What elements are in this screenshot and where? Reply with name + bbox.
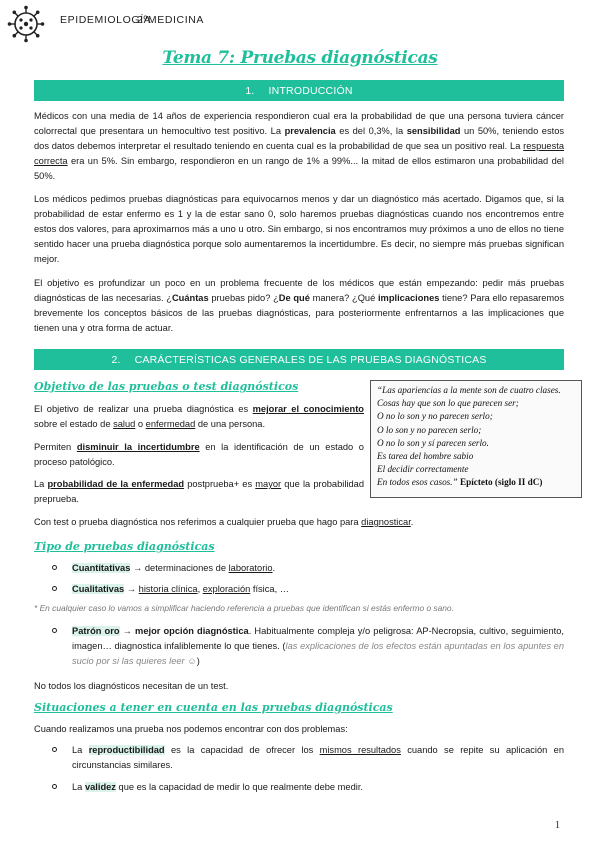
list-item-gold-standard: Patrón oro → mejor opción diagnóstica. Habitualmente compleja y/o peligrosa: AP-Necropsia, cultivo, seguimiento, imagen… diagnostica infaliblemente lo que tienes. (las explicaciones de los efectos están apuntadas en los apuntes en sucio por si las quieres leer ☺) [52,624,564,669]
header-subject: EPIDEMIOLOGÍA [60,14,152,26]
virus-logo-icon [6,4,46,44]
types-closing: No todos los diagnósticos necesitan de un test. [34,681,229,691]
quote-line: O no lo son y sí parecen serlo. [377,437,489,448]
situations-heading: Situaciones a tener en cuenta en las pruebas diagnósticas [34,701,393,714]
bullet-circle-icon [52,628,57,633]
quote-line: “Las apariencias a la mente son de cuatro clases. [377,385,561,395]
bullet-circle-icon [52,586,57,591]
section-2-title: CARÁCTERÍSTICAS GENERALES DE LAS PRUEBAS DIAGNÓSTICAS [134,353,487,366]
objective-paragraph-1: El objetivo de realizar una prueba diagnóstica es mejorar el conocimiento sobre el estado de salud o enfermedad de una persona. [34,404,364,429]
objective-paragraph-4: Con test o prueba diagnóstica nos referimos a cualquier prueba que hago para diagnosticar. [34,517,414,527]
intro-paragraph-3: El objetivo es profundizar un poco en un problema frecuente de los médicos que están empezando: pedir más pruebas diagnósticas de las necesarias. ¿Cuántas pruebas pido? ¿De qué manera? ¿Qué implicaciones tiene? Para ello repasaremos brevemente los conceptos básicos de las pruebas diagnósticas, para posteriormente enfrentarnos a las implicaciones que tienen una y otra forma de actuar. [34,278,564,333]
bullet-circle-icon [52,747,57,752]
situations-intro: Cuando realizamos una prueba nos podemos encontrar con dos problemas: [34,724,348,734]
intro-paragraph-2: Los médicos pedimos pruebas diagnósticas para equivocarnos menos y dar un diagnóstico más acertado. Digamos que, si la probabilidad de estar enfermo es 1 y la de estar sano 0, solo haremos pruebas diagnósticas cuando nos encontremos entre estos dos valores, para aproximarnos más a uno u otro. Sin embargo, si nos encontramos muy próximos a uno de ellos no tiene sentido hacer una prueba diagnóstica porque solo aumentaremos la incertidumbre. Es decir, no siempre más pruebas significan mejor. [34,194,564,264]
list-item-reproducibility: La reproductibilidad es la capacidad de ofrecer los mismos resultados cuando se repite su aplicación en circunstancias similares. [52,743,564,773]
quote-line: El decidir correctamente [377,464,469,475]
types-heading: Tipo de pruebas diagnósticas [34,540,215,553]
quote-line: Es tarea del hombre sabio [377,451,474,462]
section-2-header [34,349,564,370]
list-item-qualitative: Cualitativas → historia clínica, exploración física, … [52,582,564,597]
section-1-number: 1. [245,84,255,97]
intro-paragraph-1: Médicos con una media de 14 años de experiencia respondieron cual era la probabilidad de que una persona tuviera cáncer colorrectal que presentara un hemocultivo test positivo. La prevalencia es del 0,3%, la sensibilidad un 50%, teniendo estos dos datos debemos interpretar el resultado teniendo en cuenta cual es la probabilidad de que sea un positivo real. La respuesta correcta era un 5%. Sin embargo, respondieron en un rango de 1% a 99%... la mitad de ellos estimaron una probabilidad del 50%. [34,111,565,181]
bullet-circle-icon [52,565,57,570]
quote-last-line: En todos esos casos.” Epícteto (siglo II dC) [377,477,543,488]
bullet-circle-icon [52,784,57,789]
list-item-quantitative: Cuantitativas → determinaciones de laboratorio. [52,561,564,576]
quote-author: Epícteto (siglo II dC) [459,477,543,488]
list-item-validity: La validez que es la capacidad de medir lo que realmente debe medir. [52,780,564,795]
types-note: * En cualquier caso lo vamos a simplificar haciendo referencia a pruebas que identifican si estás enfermo o sano. [34,603,454,613]
quote-line: O no lo son y no parecen serlo; [377,411,493,422]
objective-heading: Objetivo de las pruebas o test diagnósticos [34,380,299,393]
header-course: 2ºMEDICINA [137,14,205,26]
objective-paragraph-3: La probabilidad de la enfermedad postprueba+ es mayor que la probabilidad preprueba. [34,479,364,504]
section-1-header [34,80,564,101]
objective-paragraph-2: Permiten disminuir la incertidumbre en la identificación de un estado o proceso patológico. [34,442,364,467]
section-1-title: INTRODUCCIÓN [268,84,353,97]
section-2-number: 2. [111,353,121,366]
quote-box [370,380,582,498]
page-title: Tema 7: Pruebas diagnósticas [162,48,438,68]
quote-line: O lo son y no parecen serlo; [377,424,482,435]
page-number: 1 [555,820,560,831]
quote-line: Cosas hay que son lo que parecen ser; [377,398,519,409]
